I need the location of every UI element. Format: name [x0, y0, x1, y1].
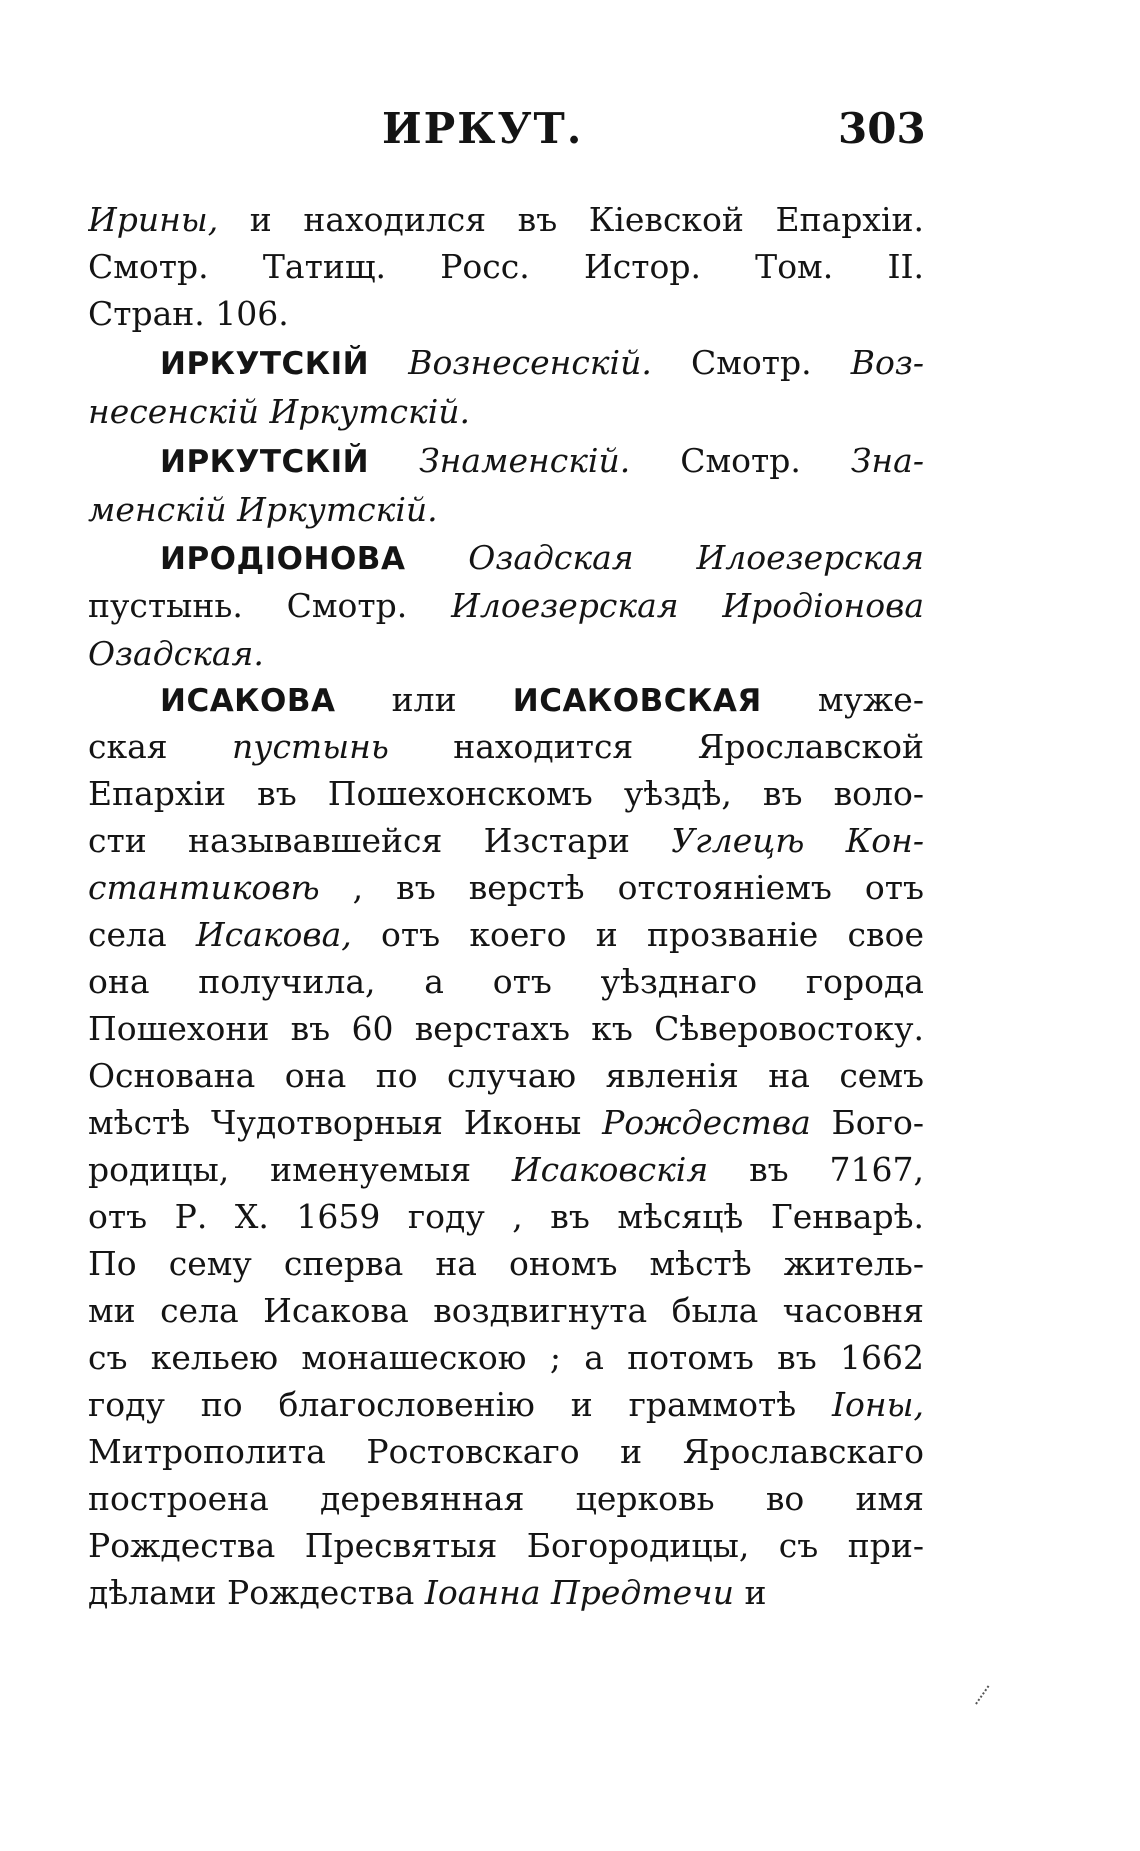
text-run: ская [88, 727, 233, 766]
text-line [88, 392, 924, 432]
text-run: съ кельею монашескою ; а потомъ въ 1662 [88, 1338, 924, 1377]
text-line [160, 538, 924, 578]
running-head: ИРКУТ. [382, 104, 584, 153]
text-run: родицы, именуемыя [88, 1150, 512, 1189]
text-run: отъ Р. Х. 1659 году , въ мѣсяцѣ Генварѣ. [88, 1197, 924, 1236]
text-line [88, 1291, 924, 1331]
italic-term: Исакова, [195, 915, 352, 954]
text-line [88, 1338, 924, 1378]
italic-term: Илоезерская Иродiонова [451, 586, 924, 625]
italic-term: Озадская. [88, 634, 264, 673]
italic-term: Озадская Илоезерская [468, 538, 924, 577]
text-run: Смотр. [651, 343, 851, 382]
text-line [88, 1009, 924, 1049]
italic-term: Вознесенскiй. [408, 343, 652, 382]
text-line [160, 441, 924, 481]
entry-heading: ИРКУТСКIЙ [160, 346, 370, 382]
text-line [88, 1056, 924, 1096]
italic-term: пустынь [232, 727, 389, 766]
text-run: сти называвшейся Изстари [88, 821, 672, 860]
italic-term: Знаменскiй. [419, 441, 631, 480]
italic-term: менскiй Иркутскiй. [88, 490, 438, 529]
page-number: 303 [838, 104, 926, 153]
text-run: построена деревянная церковь во имя [88, 1479, 924, 1518]
italic-term: Воз- [850, 343, 924, 382]
entry-heading: ИСАКОВСКАЯ [512, 683, 762, 719]
text-line [88, 1479, 924, 1519]
text-run: въ 7167, [708, 1150, 924, 1189]
italic-term: несенскiй Иркутскiй. [88, 392, 471, 431]
text-run: и находился въ Кiевской Епархiи. [218, 200, 924, 239]
text-run: она получила, а отъ уѣзднаго города [88, 962, 924, 1001]
margin-mark [975, 1685, 1001, 1712]
text-run: ми села Исакова воздвигнута была часовня [88, 1291, 924, 1330]
text-run: Рождества Пресвятыя Богородицы, съ при- [88, 1526, 924, 1565]
text-run: пустынь. Смотр. [88, 586, 452, 625]
italic-term: Зна- [850, 441, 924, 480]
text-run: мѣстѣ Чудотворныя Иконы [88, 1103, 603, 1142]
text-line [88, 727, 924, 767]
text-run: или [335, 680, 513, 719]
text-line [88, 1432, 924, 1472]
text-run: дѣлами Рождества [88, 1573, 425, 1612]
text-line [88, 868, 924, 908]
text-run: , въ верстѣ отстоянiемъ отъ [319, 868, 924, 907]
italic-term: Рождества [602, 1103, 811, 1142]
text-run: Пошехони въ 60 верстахъ къ Сѣверовостоку. [88, 1009, 924, 1048]
text-line [88, 1150, 924, 1190]
italic-term: Iоны, [831, 1385, 924, 1424]
text-run: Стран. 106. [88, 294, 289, 333]
text-line [88, 200, 924, 240]
entry-heading: ИРКУТСКIЙ [160, 444, 370, 480]
text-run: По сему сперва на ономъ мѣстѣ житель- [88, 1244, 924, 1283]
text-line [88, 774, 924, 814]
text-run [405, 538, 468, 577]
text-run: Бого- [810, 1103, 924, 1142]
text-line [88, 294, 924, 334]
entry-heading: ИСАКОВА [160, 683, 336, 719]
italic-term: стантиковѣ [88, 868, 320, 907]
text-line [88, 821, 924, 861]
italic-term: Углецѣ Кон- [671, 821, 924, 860]
text-run [369, 343, 408, 382]
text-line [160, 343, 924, 383]
text-line [160, 680, 924, 720]
text-run: Основана она по случаю явленiя на семъ [88, 1056, 924, 1095]
text-line [88, 1385, 924, 1425]
text-line [88, 247, 924, 287]
text-line [88, 490, 924, 530]
text-run: села [88, 915, 196, 954]
text-line [88, 634, 924, 674]
text-run: находится Ярославской [388, 727, 924, 766]
text-run: Смотр. [630, 441, 851, 480]
text-run: Митрополита Ростовскаго и Ярославскаго [88, 1432, 924, 1471]
text-run: и [733, 1573, 767, 1612]
text-run [369, 441, 419, 480]
text-run: году по благословенiю и граммотѣ [88, 1385, 832, 1424]
italic-term: Ирины, [88, 200, 219, 239]
text-run: муже- [761, 680, 924, 719]
text-run: отъ коего и прозванiе свое [351, 915, 924, 954]
italic-term: Iоанна Предтечи [424, 1573, 734, 1612]
text-line [88, 1244, 924, 1284]
text-line [88, 586, 924, 626]
text-line [88, 1197, 924, 1237]
text-run: Смотр. Татищ. Росс. Истор. Том. II. [88, 247, 924, 286]
text-line [88, 962, 924, 1002]
entry-heading: ИРОДIОНОВА [160, 541, 406, 577]
text-line [88, 1526, 924, 1566]
italic-term: Исаковскiя [511, 1150, 709, 1189]
text-run: Епархiи въ Пошехонскомъ уѣздѣ, въ воло- [88, 774, 924, 813]
text-line [88, 1103, 924, 1143]
text-line [88, 1573, 924, 1613]
text-line [88, 915, 924, 955]
